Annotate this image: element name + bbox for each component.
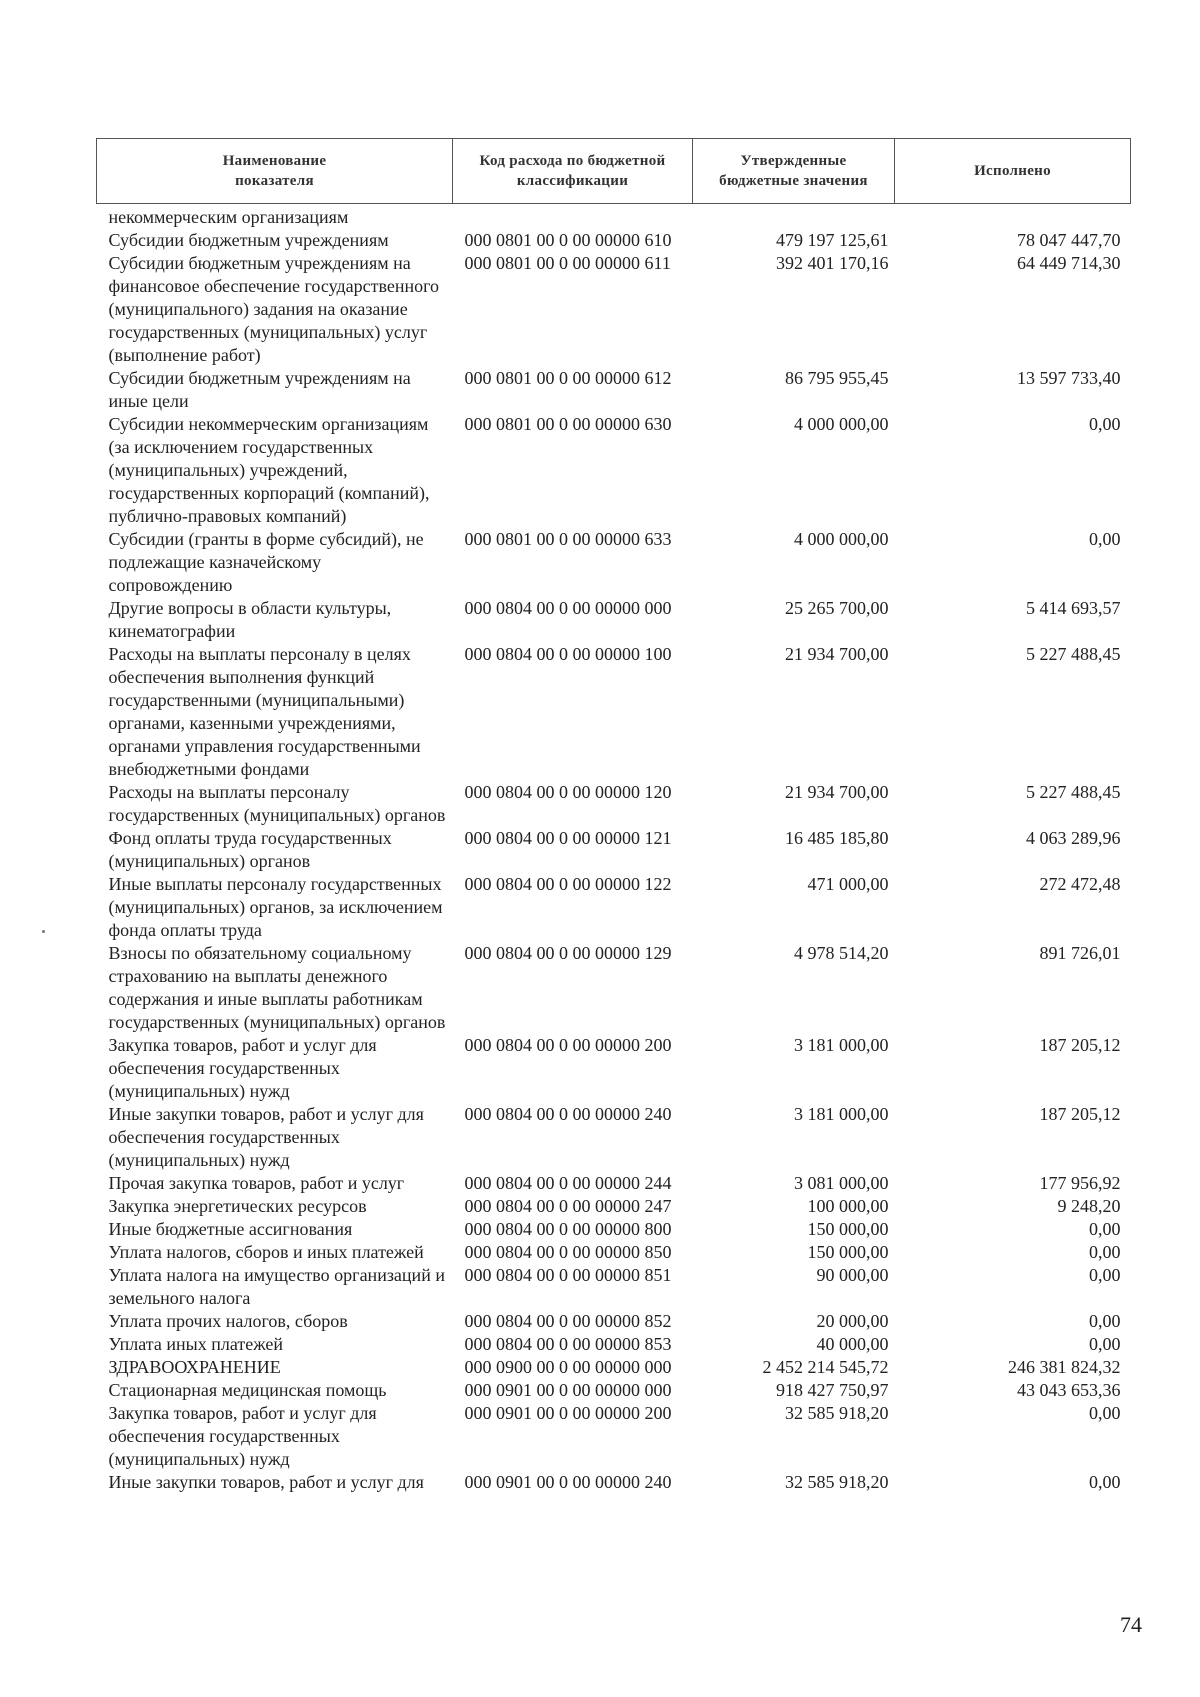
table-row xyxy=(97,1195,1131,1218)
row-name-cell: Фонд оплаты труда государственных (муниципальных) органов xyxy=(108,828,392,871)
table-row xyxy=(97,1333,1131,1356)
row-code-cell: 000 0804 00 0 00 00000 100 xyxy=(464,644,672,664)
row-executed-cell: 0,00 xyxy=(1089,529,1121,549)
table-row xyxy=(97,1310,1131,1333)
table-row xyxy=(97,413,1131,528)
row-approved-cell: 32 585 918,20 xyxy=(785,1403,889,1423)
table-row xyxy=(97,1241,1131,1264)
table-row xyxy=(97,873,1131,942)
column-header-name: Наименование показателя xyxy=(97,139,453,204)
row-name-cell: Уплата налогов, сборов и иных платежей xyxy=(108,1242,424,1262)
row-name-cell: Иные бюджетные ассигнования xyxy=(108,1219,353,1239)
row-executed-cell: 177 956,92 xyxy=(1039,1173,1121,1193)
row-name-cell: Стационарная медицинская помощь xyxy=(108,1380,387,1400)
row-executed-cell: 5 414 693,57 xyxy=(1026,598,1121,618)
row-approved-cell: 86 795 955,45 xyxy=(785,368,889,388)
row-executed-cell: 5 227 488,45 xyxy=(1026,782,1121,802)
table-row xyxy=(97,528,1131,597)
row-approved-cell: 100 000,00 xyxy=(807,1196,889,1216)
row-approved-cell: 3 081 000,00 xyxy=(794,1173,889,1193)
table-row xyxy=(97,942,1131,1034)
table-header xyxy=(97,139,1131,204)
row-name-cell: некоммерческим организациям xyxy=(108,207,349,227)
row-code-cell: 000 0804 00 0 00 00000 200 xyxy=(464,1035,672,1055)
row-code-cell: 000 0801 00 0 00 00000 610 xyxy=(464,230,672,250)
table-row xyxy=(97,781,1131,827)
row-name-cell: Иные закупки товаров, работ и услуг для обеспечения государственных (муниципальных) нужд xyxy=(108,1104,424,1170)
row-code-cell: 000 0901 00 0 00 00000 000 xyxy=(464,1380,672,1400)
row-executed-cell: 0,00 xyxy=(1089,1219,1121,1239)
row-name-cell: Другие вопросы в области культуры, кинематографии xyxy=(108,598,392,641)
row-approved-cell: 25 265 700,00 xyxy=(785,598,889,618)
row-code-cell: 000 0801 00 0 00 00000 630 xyxy=(464,414,672,434)
budget-execution-table xyxy=(96,138,1131,1494)
table-row xyxy=(97,229,1131,252)
row-approved-cell: 150 000,00 xyxy=(807,1242,889,1262)
row-executed-cell: 891 726,01 xyxy=(1039,943,1121,963)
row-executed-cell: 0,00 xyxy=(1089,1242,1121,1262)
row-code-cell: 000 0804 00 0 00 00000 000 xyxy=(464,598,672,618)
row-code-cell: 000 0804 00 0 00 00000 121 xyxy=(464,828,672,848)
row-approved-cell: 3 181 000,00 xyxy=(794,1035,889,1055)
row-name-cell: Иные выплаты персоналу государственных (муниципальных) органов, за исключением фонда оплаты труда xyxy=(108,874,443,940)
row-executed-cell xyxy=(895,204,1131,230)
header-row xyxy=(97,139,1131,204)
row-approved-cell: 21 934 700,00 xyxy=(785,782,889,802)
row-code-cell: 000 0804 00 0 00 00000 852 xyxy=(464,1311,672,1331)
row-name-cell: ЗДРАВООХРАНЕНИЕ xyxy=(108,1357,281,1377)
table-row xyxy=(97,1471,1131,1494)
row-code-cell: 000 0804 00 0 00 00000 122 xyxy=(464,874,672,894)
row-executed-cell: 187 205,12 xyxy=(1039,1104,1121,1124)
row-code-cell: 000 0804 00 0 00 00000 247 xyxy=(464,1196,672,1216)
row-executed-cell: 0,00 xyxy=(1089,1403,1121,1423)
table-row xyxy=(97,597,1131,643)
row-name-cell: Субсидии бюджетным учреждениям xyxy=(108,230,389,250)
row-name-cell: Уплата иных платежей xyxy=(108,1334,284,1354)
row-code-cell: 000 0801 00 0 00 00000 612 xyxy=(464,368,672,388)
table-row xyxy=(97,252,1131,367)
row-approved-cell: 2 452 214 545,72 xyxy=(762,1357,889,1377)
row-code-cell: 000 0804 00 0 00 00000 129 xyxy=(464,943,672,963)
row-approved-cell: 40 000,00 xyxy=(816,1334,889,1354)
row-approved-cell: 32 585 918,20 xyxy=(785,1472,889,1492)
row-executed-cell: 78 047 447,70 xyxy=(1017,230,1121,250)
row-code-cell xyxy=(453,204,693,230)
row-executed-cell: 272 472,48 xyxy=(1039,874,1121,894)
row-approved-cell: 20 000,00 xyxy=(816,1311,889,1331)
scan-speck xyxy=(42,930,45,933)
row-name-cell: Закупка энергетических ресурсов xyxy=(108,1196,367,1216)
table-row xyxy=(97,1218,1131,1241)
row-code-cell: 000 0804 00 0 00 00000 853 xyxy=(464,1334,672,1354)
row-executed-cell: 4 063 289,96 xyxy=(1026,828,1121,848)
row-approved-cell: 3 181 000,00 xyxy=(794,1104,889,1124)
row-executed-cell: 0,00 xyxy=(1089,1311,1121,1331)
column-header-code: Код расхода по бюджетной классификации xyxy=(453,139,693,204)
row-approved-cell: 4 000 000,00 xyxy=(794,414,889,434)
row-approved-cell: 471 000,00 xyxy=(807,874,889,894)
row-name-cell: Субсидии бюджетным учреждениям на финансовое обеспечение государственного (муниципального) задания на оказание государственных (муниципальных) услуг (выполнение работ) xyxy=(108,253,440,365)
row-approved-cell: 479 197 125,61 xyxy=(776,230,889,250)
row-code-cell: 000 0804 00 0 00 00000 851 xyxy=(464,1265,672,1285)
row-name-cell: Взносы по обязательному социальному страхованию на выплаты денежного содержания и иные выплаты работникам государственных (муниципальных) органов xyxy=(108,943,446,1032)
column-header-approved: Утвержденные бюджетные значения xyxy=(693,139,895,204)
row-name-cell: Субсидии (гранты в форме субсидий), не подлежащие казначейскому сопровождению xyxy=(108,529,424,595)
row-code-cell: 000 0901 00 0 00 00000 240 xyxy=(464,1472,672,1492)
row-executed-cell: 9 248,20 xyxy=(1057,1196,1121,1216)
row-name-cell: Субсидии бюджетным учреждениям на иные цели xyxy=(108,368,411,411)
row-executed-cell: 0,00 xyxy=(1089,414,1121,434)
row-name-cell: Иные закупки товаров, работ и услуг для xyxy=(108,1472,424,1492)
row-code-cell: 000 0804 00 0 00 00000 850 xyxy=(464,1242,672,1262)
table-row xyxy=(97,367,1131,413)
row-code-cell: 000 0804 00 0 00 00000 244 xyxy=(464,1173,672,1193)
row-approved-cell: 90 000,00 xyxy=(816,1265,889,1285)
row-executed-cell: 0,00 xyxy=(1089,1472,1121,1492)
row-name-cell: Уплата налога на имущество организаций и земельного налога xyxy=(108,1265,445,1308)
table-row xyxy=(97,643,1131,781)
row-code-cell: 000 0801 00 0 00 00000 611 xyxy=(464,253,671,273)
row-code-cell: 000 0801 00 0 00 00000 633 xyxy=(464,529,672,549)
row-approved-cell: 392 401 170,16 xyxy=(776,253,889,273)
row-executed-cell: 5 227 488,45 xyxy=(1026,644,1121,664)
row-executed-cell: 64 449 714,30 xyxy=(1017,253,1121,273)
row-code-cell: 000 0804 00 0 00 00000 800 xyxy=(464,1219,672,1239)
row-executed-cell: 13 597 733,40 xyxy=(1017,368,1121,388)
row-code-cell: 000 0900 00 0 00 00000 000 xyxy=(464,1357,672,1377)
row-name-cell: Субсидии некоммерческим организациям (за исключением государственных (муниципальных) учреждений, государственных корпораций (компаний), публично-правовых компаний) xyxy=(108,414,430,526)
row-name-cell: Уплата прочих налогов, сборов xyxy=(108,1311,348,1331)
row-name-cell: Закупка товаров, работ и услуг для обеспечения государственных (муниципальных) нужд xyxy=(108,1403,377,1469)
row-executed-cell: 0,00 xyxy=(1089,1334,1121,1354)
table-row xyxy=(97,1103,1131,1172)
row-executed-cell: 0,00 xyxy=(1089,1265,1121,1285)
table-row xyxy=(97,204,1131,230)
row-approved-cell: 4 000 000,00 xyxy=(794,529,889,549)
page-number: 74 xyxy=(1120,1612,1142,1637)
row-approved-cell: 4 978 514,20 xyxy=(794,943,889,963)
row-executed-cell: 43 043 653,36 xyxy=(1017,1380,1121,1400)
row-executed-cell: 246 381 824,32 xyxy=(1008,1357,1121,1377)
row-executed-cell: 187 205,12 xyxy=(1039,1035,1121,1055)
row-approved-cell xyxy=(693,204,895,230)
table-row xyxy=(97,1172,1131,1195)
table-row xyxy=(97,1379,1131,1402)
table-row xyxy=(97,827,1131,873)
row-code-cell: 000 0804 00 0 00 00000 240 xyxy=(464,1104,672,1124)
row-name-cell: Прочая закупка товаров, работ и услуг xyxy=(108,1173,405,1193)
row-code-cell: 000 0804 00 0 00 00000 120 xyxy=(464,782,672,802)
row-approved-cell: 150 000,00 xyxy=(807,1219,889,1239)
row-name-cell: Расходы на выплаты персоналу в целях обеспечения выполнения функций государственными (муниципальными) органами, казенными учреждениями, органами управления государственными внебюджетными фондами xyxy=(108,644,421,779)
row-approved-cell: 918 427 750,97 xyxy=(776,1380,889,1400)
row-approved-cell: 21 934 700,00 xyxy=(785,644,889,664)
row-name-cell: Закупка товаров, работ и услуг для обеспечения государственных (муниципальных) нужд xyxy=(108,1035,377,1101)
row-name-cell: Расходы на выплаты персоналу государственных (муниципальных) органов xyxy=(108,782,446,825)
row-code-cell: 000 0901 00 0 00 00000 200 xyxy=(464,1403,672,1423)
column-header-executed: Исполнено xyxy=(895,139,1131,204)
row-approved-cell: 16 485 185,80 xyxy=(785,828,889,848)
table-row xyxy=(97,1356,1131,1379)
table-row xyxy=(97,1402,1131,1471)
table-body xyxy=(97,204,1131,1495)
table-row xyxy=(97,1034,1131,1103)
table-row xyxy=(97,1264,1131,1310)
